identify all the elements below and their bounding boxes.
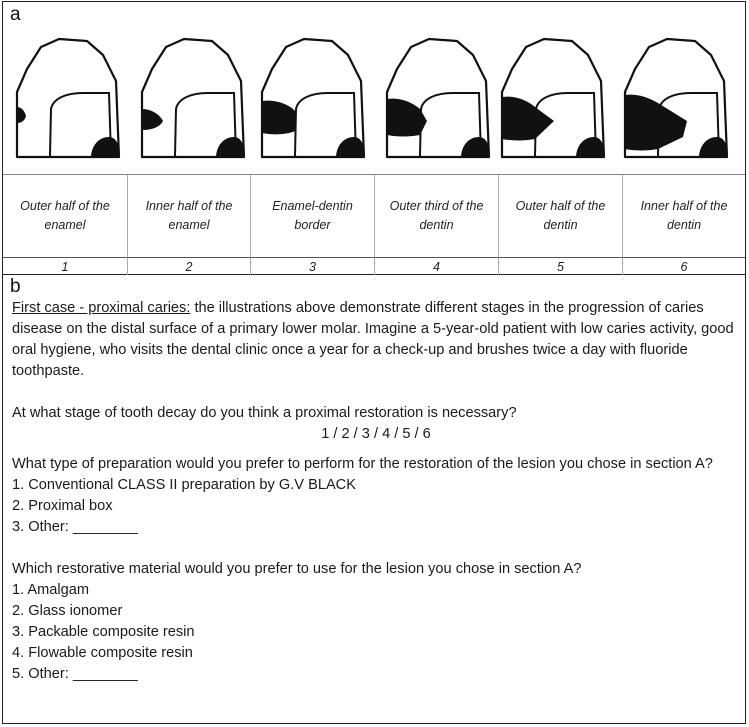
question-3-option: 2. Glass ionomer: [12, 603, 123, 619]
question-3-option: 3. Packable composite resin: [12, 624, 195, 640]
tooth-stage-1-illustration: [13, 37, 123, 162]
question-1-options: 1 / 2 / 3 / 4 / 5 / 6: [321, 426, 431, 442]
stage-number: 5: [499, 257, 623, 275]
stage-number: 4: [375, 257, 499, 275]
tooth-stage-2-illustration: [138, 37, 248, 162]
question-3-option: 4. Flowable composite resin: [12, 645, 193, 661]
question-3: Which restorative material would you prefer to use for the lesion you chose in section A?: [12, 561, 582, 577]
stage-number: 1: [3, 257, 128, 275]
question-1: At what stage of tooth decay do you think a proximal restoration is necessary?: [12, 405, 517, 421]
panel-b-text: [12, 298, 740, 685]
tooth-stage-6-illustration: [621, 37, 731, 162]
figure-frame: [2, 1, 746, 724]
question-2-option: 1. Conventional CLASS II preparation by G.V BLACK: [12, 477, 356, 493]
stage-number: 3: [251, 257, 375, 275]
stage-table: [3, 174, 745, 275]
tooth-stage-3-illustration: [258, 37, 368, 162]
question-3-option: 1. Amalgam: [12, 582, 90, 598]
stage-label: Outer third of the dentin: [375, 175, 499, 257]
panel-a-letter: a: [10, 4, 21, 25]
question-2-option: 2. Proximal box: [12, 498, 113, 514]
question-2-option: 3. Other: ________: [12, 519, 138, 535]
case-text: the illustrations above demonstrate different stages in the progression of caries disease on the distal surface of a primary lower molar. Imagine a 5-year-old patient with low caries activity, good oral hygiene, who visits the dental clinic once a year for a check-up and brushes twice a day with fluoride toothpaste.: [12, 300, 734, 379]
stage-number: 2: [128, 257, 251, 275]
case-heading: First case - proximal caries:: [12, 300, 191, 316]
stage-label: Enamel-dentin border: [251, 175, 375, 257]
tooth-stage-5-illustration: [498, 37, 608, 162]
stage-label: Outer half of the dentin: [499, 175, 623, 257]
tooth-stage-4-illustration: [383, 37, 493, 162]
question-2: What type of preparation would you prefer to perform for the restoration of the lesion you chose in section A?: [12, 456, 713, 472]
case-description: [12, 298, 740, 382]
stage-label: Outer half of the enamel: [3, 175, 128, 257]
panel-b-letter: b: [10, 276, 21, 297]
stage-number: 6: [623, 257, 745, 275]
question-3-option: 5. Other: ________: [12, 666, 138, 682]
stage-label: Inner half of the dentin: [640, 199, 728, 232]
stage-label: Inner half of the enamel: [128, 175, 251, 257]
panel-a: [3, 2, 745, 275]
tooth-illustrations: [3, 2, 745, 174]
